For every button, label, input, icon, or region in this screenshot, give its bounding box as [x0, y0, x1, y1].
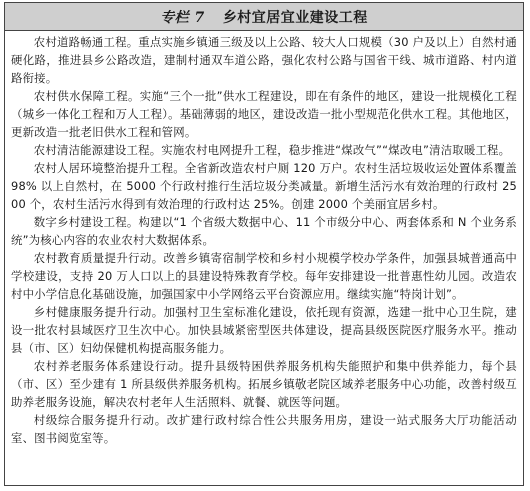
- paragraph-health: 乡村健康服务提升行动。加强村卫生室标准化建设，依托现有资源，选建一批中心卫生院，建设一批农村县域医疗卫生次中心。加快县域紧密型医共体建设，提高县级医院医疗服务水平。推动县（市、区）妇幼保健机构提高服务能力。: [11, 305, 517, 355]
- paragraph-road: 农村道路畅通工程。重点实施乡镇通三级及以上公路、较大人口规模（30 户及以上）自然村通硬化路，推进县乡公路改造，建制村通双车道公路，强化农村公路与国省干线、城市道路、村内道路衔接。: [11, 35, 517, 85]
- paragraph-digital: 数字乡村建设工程。构建以“1 个省级大数据中心、11 个市级分中心、两套体系和 N 个业务系统”为核心内容的农业农村大数据体系。: [11, 215, 517, 247]
- column-label: 专栏 7: [160, 9, 205, 26]
- column-body: [5, 31, 523, 447]
- column-box: [4, 2, 524, 486]
- column-header: [5, 3, 523, 31]
- paragraph-energy: 农村清洁能源建设工程。实施农村电网提升工程，稳步推进“煤改气”“煤改电”清洁取暖工程。: [33, 143, 511, 157]
- paragraph-education: 农村教育质量提升行动。改善乡镇寄宿制学校和乡村小规模学校办学条件，加强县城普通高中学校建设，支持 20 万人口以上的县建设特殊教育学校。每年安排建设一批普惠性幼儿园。改造农村中小学信息化基础设施，加强国家中小学网络云平台资源应用。继续实施“特岗计划”。: [11, 251, 517, 301]
- paragraph-water: 农村供水保障工程。实施“三个一批”供水工程建设，即在有条件的地区，建设一批规模化工程（城乡一体化工程和万人工程）。基础薄弱的地区，建设改造一批小型规范化供水工程。其他地区，更新改造一批老旧供水工程和管网。: [11, 89, 517, 139]
- paragraph-village-service: 村级综合服务提升行动。改扩建行政村综合性公共服务用房，建设一站式服务大厅功能活动室、图书阅览室等。: [11, 413, 517, 445]
- paragraph-elderly: 农村养老服务体系建设行动。提升县级特困供养服务机构失能照护和集中供养能力，每个县（市、区）至少建有 1 所县级供养服务机构。拓展乡镇敬老院区域养老服务中心功能，改善村级互助养老服务设施，解决农村老年人生活照料、就餐、就医等问题。: [11, 359, 517, 409]
- column-title: 乡村宜居宜业建设工程: [222, 9, 368, 26]
- paragraph-environment: 农村人居环境整治提升工程。全省新改造农村户厕 120 万户。农村生活垃圾收运处置体系覆盖 98% 以上自然村，在 5000 个行政村推行生活垃圾分类减量。新增生活污水有效治理的行政村 2500 个，农村生活污水得到有效治理的行政村达 25%。创建 2000 个美丽宜居乡村。: [11, 161, 517, 211]
